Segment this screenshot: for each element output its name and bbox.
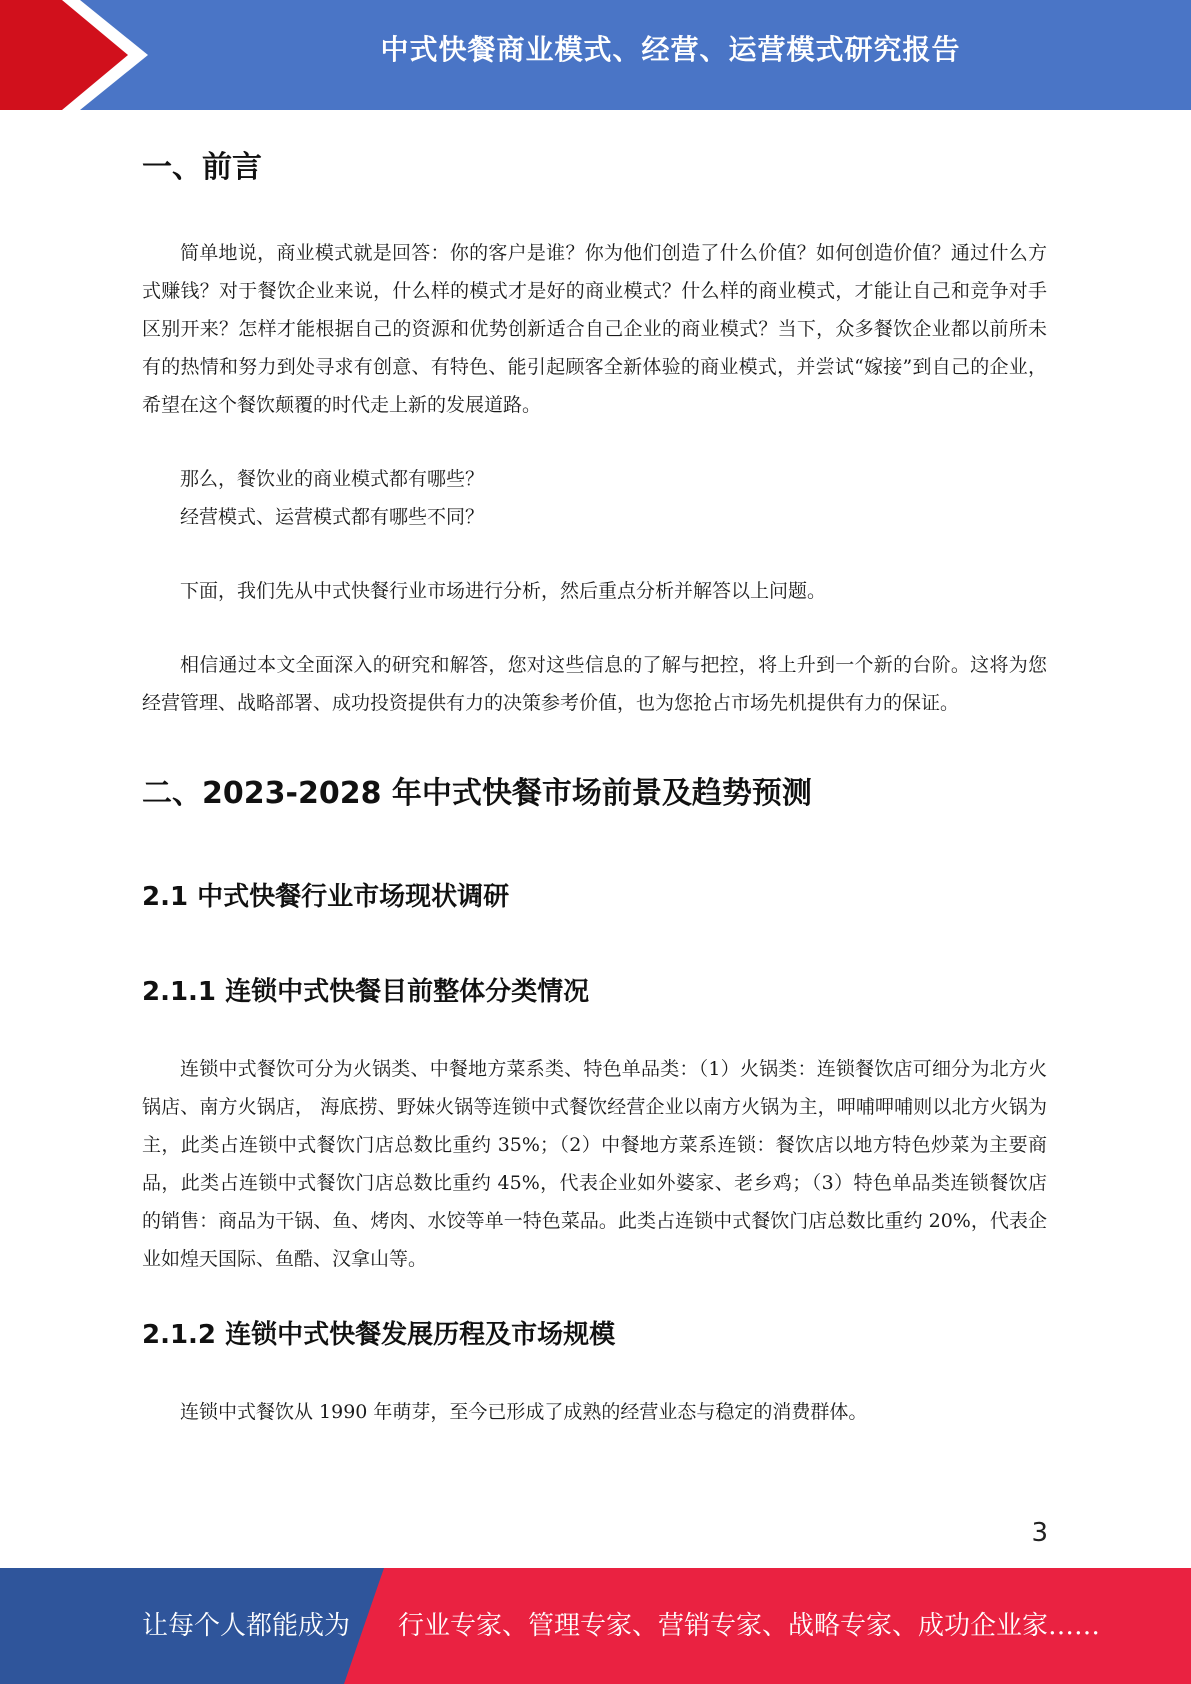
paragraph: 简单地说，商业模式就是回答：你的客户是谁？你为他们创造了什么价值？如何创造价值？通过什么方式赚钱？对于餐饮企业来说，什么样的模式才是好的商业模式？什么样的商业模式，才能让自己和竞争对手区别开来？怎样才能根据自己的资源和优势创新适合自己企业的商业模式？当下，众多餐饮企业都以前所未有的热情和努力到处寻求有创意、有特色、能引起顾客全新体验的商业模式，并尝试“嫁接”到自己的企业，希望在这个餐饮颠覆的时代走上新的发展道路。	[142, 242, 1047, 416]
section-heading-forecast: 二、2023-2028 年中式快餐市场前景及趋势预测	[142, 776, 812, 811]
subsection-heading: 2.1.1 连锁中式快餐目前整体分类情况	[142, 977, 590, 1007]
header-arrow-decoration	[0, 0, 160, 110]
section-heading-preface: 一、前言	[142, 150, 262, 185]
footer-banner	[0, 1568, 1191, 1684]
subsection-heading: 2.1 中式快餐行业市场现状调研	[142, 882, 510, 912]
paragraph: 连锁中式餐饮可分为火锅类、中餐地方菜系类、特色单品类：（1）火锅类：连锁餐饮店可细分为北方火锅店、南方火锅店， 海底捞、野妹火锅等连锁中式餐饮经营企业以南方火锅为主，呷哺呷哺则以北方火锅为主，此类占连锁中式餐饮门店总数比重约 35%；（2）中餐地方菜系连锁：餐饮店以地方特色炒菜为主要商品，此类占连锁中式餐饮门店总数比重约 45%，代表企业如外婆家、老乡鸡；（3）特色单品类连锁餐饮店的销售：商品为干锅、鱼、烤肉、水饺等单一特色菜品。此类占连锁中式餐饮门店总数比重约 20%，代表企业如煌天国际、鱼酷、汉拿山等。	[142, 1058, 1047, 1270]
question-line: 那么，餐饮业的商业模式都有哪些？	[180, 468, 485, 490]
document-title: 中式快餐商业模式、经营、运营模式研究报告	[380, 33, 961, 66]
document-body	[142, 130, 1047, 1431]
footer-slogan-right: 行业专家、管理专家、营销专家、战略专家、成功企业家……	[398, 1611, 1101, 1641]
header-banner	[0, 0, 1191, 110]
footer-slogan-left: 让每个人都能成为	[142, 1611, 351, 1641]
subsection-heading: 2.1.2 连锁中式快餐发展历程及市场规模	[142, 1320, 616, 1350]
page-number: 3	[1031, 1518, 1048, 1548]
question-line: 经营模式、运营模式都有哪些不同？	[180, 506, 485, 528]
paragraph: 连锁中式餐饮从 1990 年萌芽，至今已形成了成熟的经营业态与稳定的消费群体。	[180, 1401, 868, 1423]
paragraph: 相信通过本文全面深入的研究和解答，您对这些信息的了解与把控，将上升到一个新的台阶。这将为您经营管理、战略部署、成功投资提供有力的决策参考价值，也为您抢占市场先机提供有力的保证。	[142, 654, 1047, 714]
paragraph: 下面，我们先从中式快餐行业市场进行分析，然后重点分析并解答以上问题。	[180, 580, 827, 602]
